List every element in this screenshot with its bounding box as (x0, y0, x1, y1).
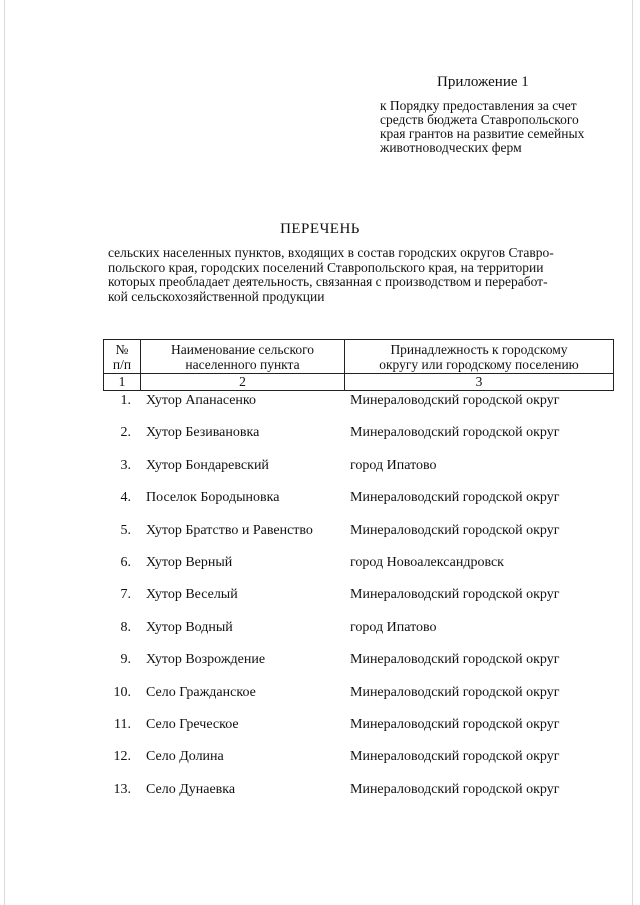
row-number: 11. (114, 716, 131, 732)
appendix-line: края грантов на развитие семейных (380, 126, 585, 141)
settlement-name: Хутор Братство и Равенство (146, 522, 313, 538)
table-row (103, 649, 613, 681)
appendix-title: Приложение 1 (437, 74, 529, 90)
settlement-name: Хутор Бондаревский (146, 457, 269, 473)
municipality: Минераловодский городской округ (350, 684, 560, 700)
settlement-name: Хутор Водный (146, 619, 233, 635)
table-row (103, 584, 613, 616)
municipality: Минераловодский городской округ (350, 652, 560, 668)
col-number-3: 3 (345, 374, 614, 391)
row-number: 2. (120, 425, 131, 441)
municipality: Минераловодский городской округ (350, 393, 560, 408)
row-number: 12. (113, 749, 131, 765)
appendix-line: животноводческих ферм (380, 140, 522, 155)
header-num-line1: № (115, 341, 129, 357)
header-affil-line2: округу или городскому поселению (379, 356, 579, 372)
table-row (103, 746, 613, 778)
table-row (103, 779, 613, 811)
header-name-line1: Наименование сельского (170, 341, 315, 357)
col-number-1: 1 (104, 374, 141, 391)
row-number: 6. (120, 554, 131, 570)
header-num-line2: п/п (112, 356, 132, 372)
row-number: 3. (120, 457, 131, 473)
municipality: Минераловодский городской округ (350, 587, 560, 603)
table-row (103, 520, 613, 552)
table-body (103, 390, 613, 811)
header-affil-line1: Принадлежность к городскому (390, 341, 568, 357)
row-number: 7. (120, 587, 131, 603)
table-row (103, 390, 613, 422)
subtitle-line: кой сельскохозяйственной продукции (108, 288, 325, 304)
header-num (104, 340, 141, 374)
subtitle-line: сельских населенных пунктов, входящих в состав городских округов Ставро- (108, 245, 554, 260)
table-row (103, 455, 613, 487)
row-number: 9. (120, 652, 131, 668)
settlement-name: Село Гражданское (146, 684, 256, 700)
municipality: Минераловодский городской округ (350, 781, 560, 797)
row-number: 10. (113, 684, 131, 700)
settlement-name: Хутор Безивановка (146, 425, 260, 441)
row-number: 5. (120, 522, 131, 538)
col-number-2: 2 (141, 374, 345, 391)
table-row (103, 487, 613, 519)
table-row (103, 682, 613, 714)
municipality: город Ипатово (350, 457, 437, 473)
header-name (141, 340, 345, 374)
municipality: город Новоалександровск (350, 554, 504, 570)
appendix-line: средств бюджета Ставропольского (380, 112, 579, 127)
settlement-name: Село Дунаевка (146, 781, 236, 797)
municipality: Минераловодский городской округ (350, 522, 560, 538)
row-number: 13. (113, 781, 131, 797)
settlement-name: Хутор Возрождение (146, 652, 266, 668)
settlement-name: Хутор Верный (146, 554, 233, 570)
row-number: 1. (120, 393, 131, 408)
row-number: 4. (120, 490, 131, 506)
row-number: 8. (120, 619, 131, 635)
table-row (103, 714, 613, 746)
table-row (103, 422, 613, 454)
list-subtitle (108, 246, 611, 304)
subtitle-line: польского края, городских поселений Ставропольского края, на территории (108, 259, 544, 275)
appendix-line: к Порядку предоставления за счет (380, 98, 577, 113)
settlement-name: Село Греческое (146, 716, 239, 732)
municipality: Минераловодский городской округ (350, 425, 560, 441)
list-title: ПЕРЕЧЕНЬ (280, 221, 360, 237)
municipality: Минераловодский городской округ (350, 749, 560, 765)
table-row (103, 617, 613, 649)
settlement-name: Поселок Бородыновка (146, 490, 280, 506)
header-name-line2: населенного пункта (185, 356, 300, 372)
header-affil (345, 340, 614, 374)
scan-edge-right (632, 0, 633, 905)
municipality: Минераловодский городской округ (350, 490, 560, 506)
municipality: Минераловодский городской округ (350, 716, 560, 732)
subtitle-line: которых преобладает деятельность, связанная с производством и переработ- (108, 274, 548, 289)
settlement-name: Село Долина (146, 749, 224, 765)
appendix-text (380, 99, 608, 155)
municipality: город Ипатово (350, 619, 437, 635)
scan-edge-left (4, 0, 5, 905)
table-row (103, 552, 613, 584)
table-header (103, 339, 614, 391)
settlement-name: Хутор Веселый (146, 587, 238, 603)
settlement-name: Хутор Апанасенко (146, 393, 257, 408)
